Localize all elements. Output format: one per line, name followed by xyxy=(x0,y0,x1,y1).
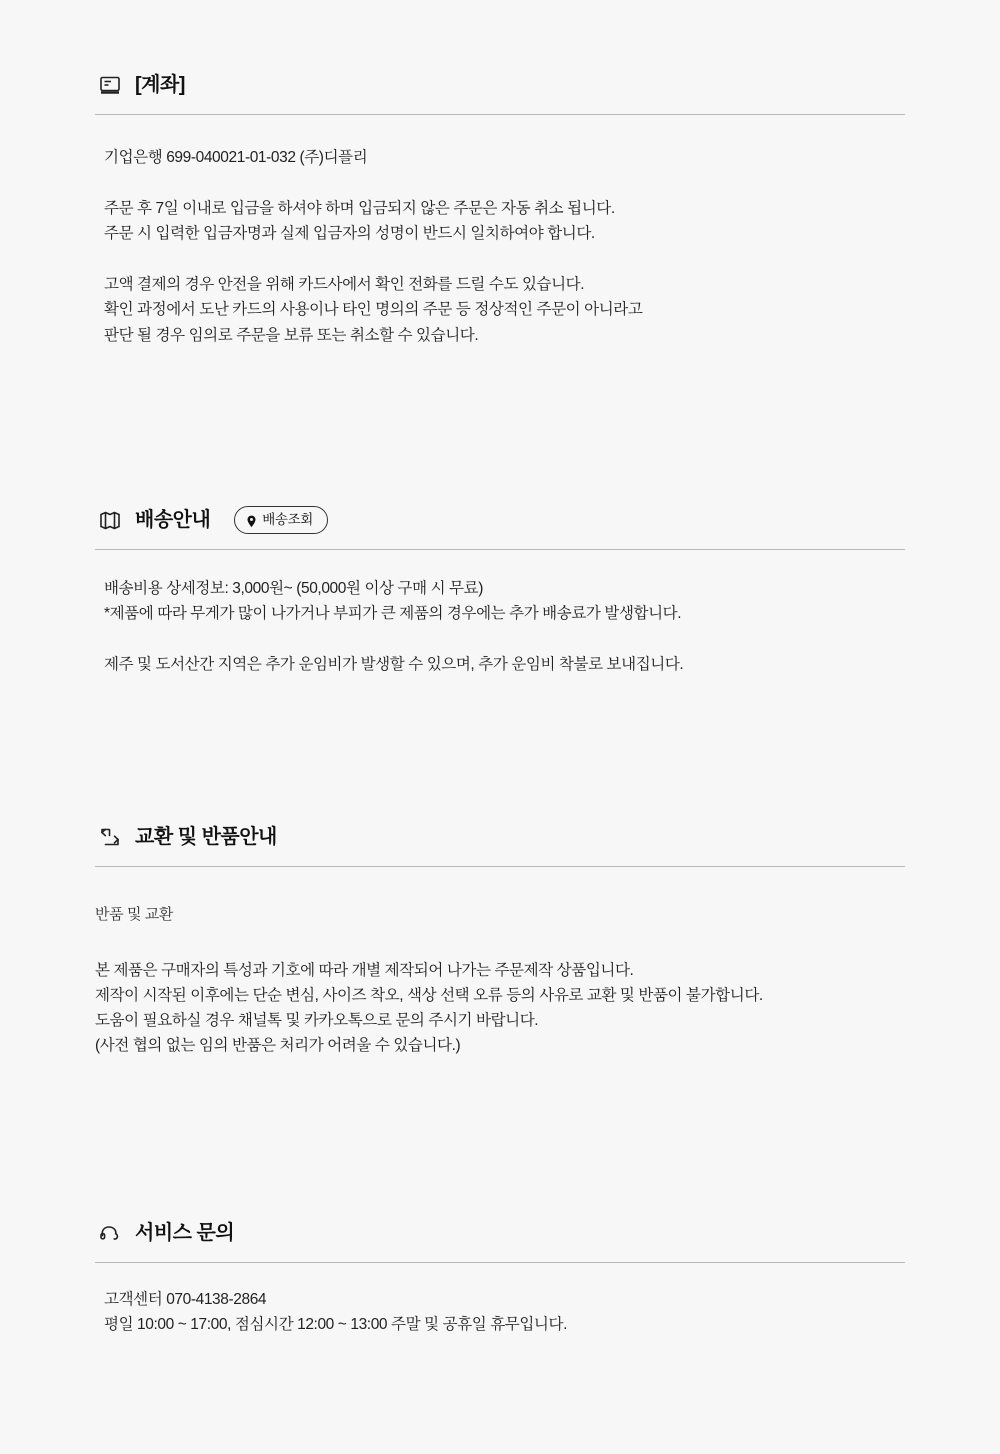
delivery-line-2: *제품에 따라 무게가 많이 나가거나 부피가 큰 제품의 경우에는 추가 배송료가 발생합니다. xyxy=(104,605,682,623)
section-delivery-body xyxy=(95,550,905,677)
section-return xyxy=(95,822,905,1058)
section-return-body xyxy=(95,924,905,1058)
section-service-body xyxy=(95,1263,905,1337)
section-delivery-header xyxy=(95,505,905,549)
account-note2-line-1: 고액 결제의 경우 안전을 위해 카드사에서 확인 전화를 드릴 수도 있습니다. xyxy=(104,276,585,294)
return-line-2: 제작이 시작된 이후에는 단순 변심, 사이즈 착오, 색상 선택 오류 등의 사유로 교환 및 반품이 불가합니다. xyxy=(95,987,763,1005)
delivery-line-3: 제주 및 도서산간 지역은 추가 운임비가 발생할 수 있으며, 추가 운임비 착불로 보내집니다. xyxy=(104,656,684,674)
map-pin-icon xyxy=(246,515,257,526)
spacer xyxy=(104,246,905,272)
section-delivery xyxy=(95,505,905,677)
account-note-line-1: 주문 후 7일 이내로 입금을 하셔야 하며 입금되지 않은 주문은 자동 취소 됩니다. xyxy=(104,200,615,218)
headset-icon xyxy=(95,1218,125,1248)
return-line-1: 본 제품은 구매자의 특성과 기호에 따라 개별 제작되어 나가는 주문제작 상품입니다. xyxy=(95,962,634,979)
return-line-3: 도움이 필요하실 경우 채널톡 및 카카오톡으로 문의 주시기 바랍니다. xyxy=(95,1012,539,1030)
section-service xyxy=(95,1218,905,1337)
delivery-tracking-label: 배송조회 xyxy=(262,512,313,528)
delivery-box-icon xyxy=(95,505,125,535)
exchange-return-icon xyxy=(95,822,125,852)
delivery-tracking-button[interactable] xyxy=(234,506,328,534)
account-note-line-2: 주문 시 입력한 입금자명과 실제 입금자의 성명이 반드시 일치하여야 합니다. xyxy=(104,225,595,243)
spacer xyxy=(104,170,905,196)
spacer xyxy=(104,626,905,652)
delivery-line-1: 배송비용 상세정보: 3,000원~ (50,000원 이상 구매 시 무료) xyxy=(104,580,483,597)
section-return-title: 교환 및 반품안내 xyxy=(135,826,277,848)
section-return-header xyxy=(95,822,905,866)
bank-account-icon xyxy=(95,70,125,100)
service-line-1: 고객센터 070-4138-2864 xyxy=(104,1291,267,1308)
section-service-title: 서비스 문의 xyxy=(135,1222,235,1244)
section-return-subtitle: 반품 및 교환 xyxy=(95,906,173,923)
return-line-4: (사전 협의 없는 임의 반품은 처리가 어려울 수 있습니다.) xyxy=(95,1037,461,1055)
section-account-body xyxy=(95,115,905,348)
bank-account-line: 기업은행 699-040021-01-032 (주)디플리 xyxy=(104,149,368,166)
account-note2-line-3: 판단 될 경우 임의로 주문을 보류 또는 취소할 수 있습니다. xyxy=(104,326,479,344)
section-account xyxy=(95,70,905,348)
section-account-header xyxy=(95,70,905,114)
service-line-2: 평일 10:00 ~ 17:00, 점심시간 12:00 ~ 13:00 주말 및 공휴일 휴무입니다. xyxy=(104,1316,567,1334)
section-account-title: [계좌] xyxy=(135,74,185,96)
section-delivery-title: 배송안내 xyxy=(135,509,211,531)
section-service-header xyxy=(95,1218,905,1262)
account-note2-line-2: 확인 과정에서 도난 카드의 사용이나 타인 명의의 주문 등 정상적인 주문이 아니라고 xyxy=(104,301,643,319)
